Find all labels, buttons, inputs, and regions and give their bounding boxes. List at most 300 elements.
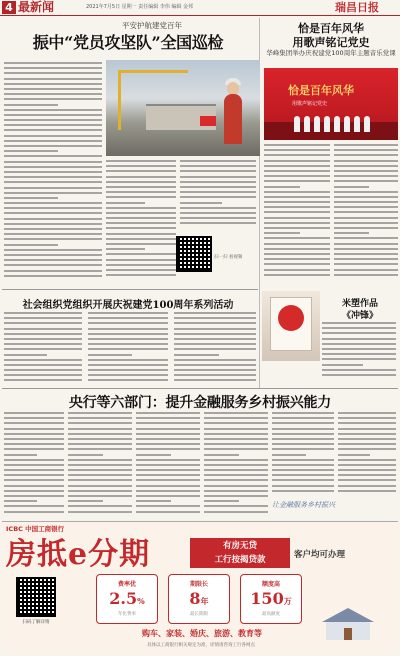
text-line xyxy=(264,149,330,151)
text-line xyxy=(4,333,82,335)
text-line xyxy=(4,187,102,189)
finance-article-title[interactable]: 央行等六部门：提升金融服务乡村振兴能力 xyxy=(68,395,332,411)
text-line xyxy=(334,186,369,188)
text-line xyxy=(68,511,132,513)
text-line xyxy=(264,211,330,213)
text-line xyxy=(272,454,306,456)
text-line xyxy=(322,338,396,340)
bank-advertisement[interactable] xyxy=(2,521,398,654)
text-line xyxy=(4,78,102,80)
ad-card-label: 费率优 xyxy=(117,581,136,588)
text-line xyxy=(338,417,396,419)
text-line xyxy=(4,438,64,440)
text-line xyxy=(136,448,200,450)
ad-card-rate xyxy=(96,574,158,624)
text-line xyxy=(4,161,102,163)
text-line xyxy=(338,474,396,476)
text-line xyxy=(4,155,102,157)
text-line xyxy=(88,328,168,330)
text-line xyxy=(4,223,102,225)
text-line xyxy=(88,379,168,381)
text-line xyxy=(136,438,200,440)
text-line xyxy=(180,207,256,209)
text-line xyxy=(106,160,176,162)
text-line xyxy=(180,222,256,224)
text-line xyxy=(174,312,256,314)
text-line xyxy=(334,175,398,177)
finance-body-col1 xyxy=(4,412,64,518)
text-line xyxy=(204,448,268,450)
text-line xyxy=(4,369,82,371)
text-line xyxy=(88,322,168,324)
ad-small-print: 具体以工商银行相关规定为准，详情请咨询工行各网点 xyxy=(147,643,255,648)
text-line xyxy=(68,459,132,461)
text-line xyxy=(334,180,398,182)
text-line xyxy=(4,238,102,240)
art-piece-body xyxy=(322,322,396,384)
text-line xyxy=(88,317,168,319)
text-line xyxy=(4,412,64,414)
text-line xyxy=(68,422,132,424)
text-line xyxy=(174,333,256,335)
text-line xyxy=(174,369,256,371)
text-line xyxy=(204,459,268,461)
text-line xyxy=(4,443,64,445)
text-line xyxy=(106,202,145,204)
text-line xyxy=(88,364,168,366)
text-line xyxy=(264,237,330,239)
text-line xyxy=(272,433,334,435)
text-line xyxy=(68,417,132,419)
text-line xyxy=(106,207,176,209)
text-line xyxy=(204,479,268,481)
text-line xyxy=(334,263,398,265)
text-line xyxy=(4,322,82,324)
text-line xyxy=(4,249,102,251)
text-line xyxy=(264,154,330,156)
text-line xyxy=(334,154,398,156)
text-line xyxy=(204,490,268,492)
ad-card-note: 最长期限 xyxy=(190,612,208,617)
text-line xyxy=(4,448,64,450)
text-line xyxy=(264,186,300,188)
text-line xyxy=(338,485,396,487)
text-line xyxy=(136,412,200,414)
text-line xyxy=(338,490,396,492)
text-line xyxy=(68,448,132,450)
text-line xyxy=(4,500,37,502)
text-line xyxy=(204,500,239,502)
text-line xyxy=(4,124,102,126)
text-line xyxy=(88,359,168,361)
text-line xyxy=(106,191,176,193)
text-line xyxy=(106,269,176,271)
text-line xyxy=(204,511,268,513)
text-line xyxy=(180,181,256,183)
text-line xyxy=(334,206,398,208)
text-line xyxy=(136,485,200,487)
text-line xyxy=(204,417,268,419)
text-line xyxy=(272,464,334,466)
text-line xyxy=(4,119,102,121)
text-line xyxy=(334,201,398,203)
text-line xyxy=(4,197,58,199)
text-line xyxy=(68,485,132,487)
ad-card-value: 8 xyxy=(189,589,201,608)
text-line xyxy=(334,269,398,271)
text-line xyxy=(68,438,132,440)
text-line xyxy=(264,160,330,162)
right-article-body-col1 xyxy=(264,144,330,284)
text-line xyxy=(4,511,64,513)
section-title: 最新闻 xyxy=(18,0,55,14)
text-line xyxy=(272,459,334,461)
text-line xyxy=(180,176,256,178)
text-line xyxy=(4,254,102,256)
text-line xyxy=(68,428,132,430)
text-line xyxy=(272,479,334,481)
photo-banner-text: 恰是百年风华 xyxy=(288,84,354,97)
text-line xyxy=(272,422,334,424)
text-line xyxy=(88,333,168,335)
text-line xyxy=(174,348,256,350)
text-line xyxy=(204,505,268,507)
text-line xyxy=(4,135,102,137)
text-line xyxy=(4,93,102,95)
text-line xyxy=(106,212,176,214)
section-divider xyxy=(2,289,258,290)
text-line xyxy=(338,443,396,445)
text-line xyxy=(88,369,168,371)
text-line xyxy=(136,417,200,419)
ad-qr-code[interactable] xyxy=(16,577,56,617)
art-piece-photo[interactable] xyxy=(262,291,320,361)
text-line xyxy=(106,243,176,245)
text-line xyxy=(174,374,256,376)
ad-card-note: 最高额度 xyxy=(262,612,280,617)
text-line xyxy=(264,248,330,250)
text-line xyxy=(272,490,334,492)
text-line xyxy=(4,98,102,100)
text-line xyxy=(264,269,330,271)
text-line xyxy=(204,464,268,466)
text-line xyxy=(322,369,396,371)
finance-body-col3 xyxy=(136,412,200,518)
text-line xyxy=(174,364,256,366)
text-line xyxy=(4,422,64,424)
text-line xyxy=(4,433,64,435)
text-line xyxy=(322,332,396,334)
text-line xyxy=(204,438,268,440)
text-line xyxy=(106,222,176,224)
text-line xyxy=(264,263,330,265)
ad-tag-line-2: 工行按揭贷款 xyxy=(214,555,266,565)
text-line xyxy=(264,243,330,245)
ad-tag-line-3: 客户均可办理 xyxy=(294,550,346,560)
section-divider-2 xyxy=(2,388,398,389)
text-line xyxy=(174,322,256,324)
text-line xyxy=(180,165,256,167)
text-line xyxy=(204,485,268,487)
text-line xyxy=(68,490,132,492)
text-line xyxy=(4,379,82,381)
text-line xyxy=(322,374,396,376)
text-line xyxy=(136,443,200,445)
text-line xyxy=(4,72,102,74)
ad-card-label: 期限长 xyxy=(189,581,208,588)
text-line xyxy=(322,322,396,324)
right-article-kicker: 恰是百年风华 xyxy=(298,22,364,35)
text-line xyxy=(106,233,176,235)
ad-card-value: 150 xyxy=(250,589,284,608)
paper-logo: 瑞昌日报 xyxy=(335,1,379,14)
text-line xyxy=(4,354,47,356)
text-line xyxy=(88,343,168,345)
text-line xyxy=(204,495,268,497)
text-line xyxy=(136,511,200,513)
text-line xyxy=(272,443,334,445)
text-line xyxy=(264,222,330,224)
text-line xyxy=(136,464,200,466)
text-line xyxy=(136,469,200,471)
text-line xyxy=(4,181,102,183)
text-line xyxy=(4,317,82,319)
art-piece-name: 《冲锋》 xyxy=(341,311,378,321)
text-line xyxy=(334,196,398,198)
text-line xyxy=(4,479,64,481)
finance-body-col6 xyxy=(338,412,396,496)
main-article-photo[interactable] xyxy=(106,60,260,156)
ad-card-value: 2.5 xyxy=(109,589,138,608)
text-line xyxy=(68,433,132,435)
text-line xyxy=(264,227,330,229)
text-line xyxy=(272,474,334,476)
text-line xyxy=(4,192,102,194)
text-line xyxy=(106,165,176,167)
text-line xyxy=(204,469,268,471)
text-line xyxy=(106,186,176,188)
text-line xyxy=(4,275,102,277)
text-line xyxy=(204,428,268,430)
text-line xyxy=(338,433,396,435)
text-line xyxy=(322,348,396,350)
text-line xyxy=(136,428,200,430)
text-line xyxy=(106,253,176,255)
text-line xyxy=(334,149,398,151)
right-article-photo[interactable] xyxy=(264,68,398,140)
text-line xyxy=(338,454,370,456)
text-line xyxy=(264,175,330,177)
text-line xyxy=(334,217,398,219)
text-line xyxy=(68,500,103,502)
text-line xyxy=(136,433,200,435)
text-line xyxy=(4,88,102,90)
main-article-body-col2 xyxy=(106,160,176,282)
text-line xyxy=(180,186,256,188)
text-line xyxy=(88,312,168,314)
text-line xyxy=(4,490,64,492)
text-line xyxy=(4,264,102,266)
right-article-body-col2 xyxy=(334,144,398,284)
text-line xyxy=(4,459,64,461)
text-line xyxy=(264,196,330,198)
text-line xyxy=(334,258,398,260)
text-line xyxy=(68,454,103,456)
text-line xyxy=(68,464,132,466)
text-line xyxy=(4,129,102,131)
text-line xyxy=(4,67,102,69)
text-line xyxy=(322,364,363,366)
right-article-subtitle: 华峰集团举办庆祝建党100周年主题音乐党课 xyxy=(266,49,396,57)
text-line xyxy=(4,312,82,314)
text-line xyxy=(334,191,398,193)
text-line xyxy=(272,438,334,440)
page-number: 4 xyxy=(2,1,16,14)
finance-body-col5 xyxy=(272,412,334,496)
text-line xyxy=(272,428,334,430)
text-line xyxy=(4,207,102,209)
text-line xyxy=(322,353,396,355)
main-article-kicker: 平安护航建党百年 xyxy=(122,21,182,30)
text-line xyxy=(338,412,396,414)
text-line xyxy=(180,191,256,193)
text-line xyxy=(322,358,396,360)
community-body-col1 xyxy=(4,312,82,386)
text-line xyxy=(4,328,82,330)
text-line xyxy=(4,469,64,471)
ad-card-unit: 年 xyxy=(200,596,209,606)
text-line xyxy=(338,448,396,450)
text-line xyxy=(180,160,256,162)
house-icon xyxy=(308,608,388,640)
text-line xyxy=(338,464,396,466)
text-line xyxy=(4,374,82,376)
text-line xyxy=(174,317,256,319)
text-line xyxy=(106,264,176,266)
text-line xyxy=(334,243,398,245)
text-line xyxy=(4,244,58,246)
text-line xyxy=(4,338,82,340)
text-line xyxy=(322,327,396,329)
ad-brand-title: 房抵e分期 xyxy=(6,537,151,572)
text-line xyxy=(68,412,132,414)
text-line xyxy=(204,422,268,424)
text-line xyxy=(4,104,58,106)
ad-card-amount xyxy=(240,574,302,624)
main-article-body-col1 xyxy=(4,62,102,282)
text-line xyxy=(88,338,168,340)
text-line xyxy=(204,412,268,414)
text-line xyxy=(4,270,102,272)
text-line xyxy=(338,459,396,461)
text-line xyxy=(136,490,200,492)
text-line xyxy=(106,170,176,172)
text-line xyxy=(180,202,222,204)
text-line xyxy=(4,454,37,456)
text-line xyxy=(272,417,334,419)
text-line xyxy=(264,165,330,167)
text-line xyxy=(106,259,176,261)
text-line xyxy=(174,354,219,356)
text-line xyxy=(264,191,330,193)
text-line xyxy=(334,274,398,276)
text-line xyxy=(4,140,102,142)
text-line xyxy=(204,443,268,445)
text-line xyxy=(136,474,200,476)
text-line xyxy=(4,348,82,350)
text-line xyxy=(322,343,396,345)
text-line xyxy=(136,454,171,456)
text-line xyxy=(68,443,132,445)
text-line xyxy=(4,364,82,366)
text-line xyxy=(338,469,396,471)
text-line xyxy=(4,202,102,204)
text-line xyxy=(174,343,256,345)
community-body-col3 xyxy=(174,312,256,386)
text-line xyxy=(180,212,256,214)
main-article-body-col3 xyxy=(180,160,256,232)
text-line xyxy=(4,495,64,497)
text-line xyxy=(88,354,132,356)
finance-signature: 让金融服务乡村振兴 xyxy=(272,501,335,509)
text-line xyxy=(174,379,256,381)
text-line xyxy=(68,474,132,476)
text-line xyxy=(334,222,398,224)
text-line xyxy=(272,448,334,450)
text-line xyxy=(334,232,369,234)
text-line xyxy=(106,176,176,178)
text-line xyxy=(4,212,102,214)
text-line xyxy=(334,160,398,162)
text-line xyxy=(272,485,334,487)
text-line xyxy=(4,228,102,230)
text-line xyxy=(106,248,145,250)
text-line xyxy=(4,259,102,261)
text-line xyxy=(334,248,398,250)
ad-card-note: 年化费率 xyxy=(118,612,136,617)
text-line xyxy=(4,218,102,220)
text-line xyxy=(106,274,176,276)
text-line xyxy=(272,412,334,414)
text-line xyxy=(180,196,256,198)
community-article-title[interactable]: 社会组织党组织开展庆祝建党100周年系列活动 xyxy=(22,300,234,311)
text-line xyxy=(264,253,330,255)
text-line xyxy=(68,469,132,471)
right-article-title[interactable]: 用歌声铭记党史 xyxy=(292,36,370,49)
ad-tag-line-1: 有房无贷 xyxy=(222,541,257,551)
main-article-title[interactable]: 振中“党员攻坚队”全国巡检 xyxy=(32,33,224,52)
text-line xyxy=(334,227,398,229)
text-line xyxy=(204,454,239,456)
art-piece-title[interactable]: 米塑作品 xyxy=(341,299,378,309)
text-line xyxy=(264,201,330,203)
text-line xyxy=(106,196,176,198)
text-line xyxy=(4,145,102,147)
ad-card-label: 额度高 xyxy=(261,581,280,588)
text-line xyxy=(4,464,64,466)
text-line xyxy=(136,495,200,497)
text-line xyxy=(334,237,398,239)
finance-body-col4 xyxy=(204,412,268,518)
text-line xyxy=(136,505,200,507)
text-line xyxy=(264,206,330,208)
text-line xyxy=(334,211,398,213)
text-line xyxy=(106,181,176,183)
qr-code[interactable] xyxy=(176,236,212,272)
text-line xyxy=(4,83,102,85)
text-line xyxy=(272,469,334,471)
text-line xyxy=(264,258,330,260)
